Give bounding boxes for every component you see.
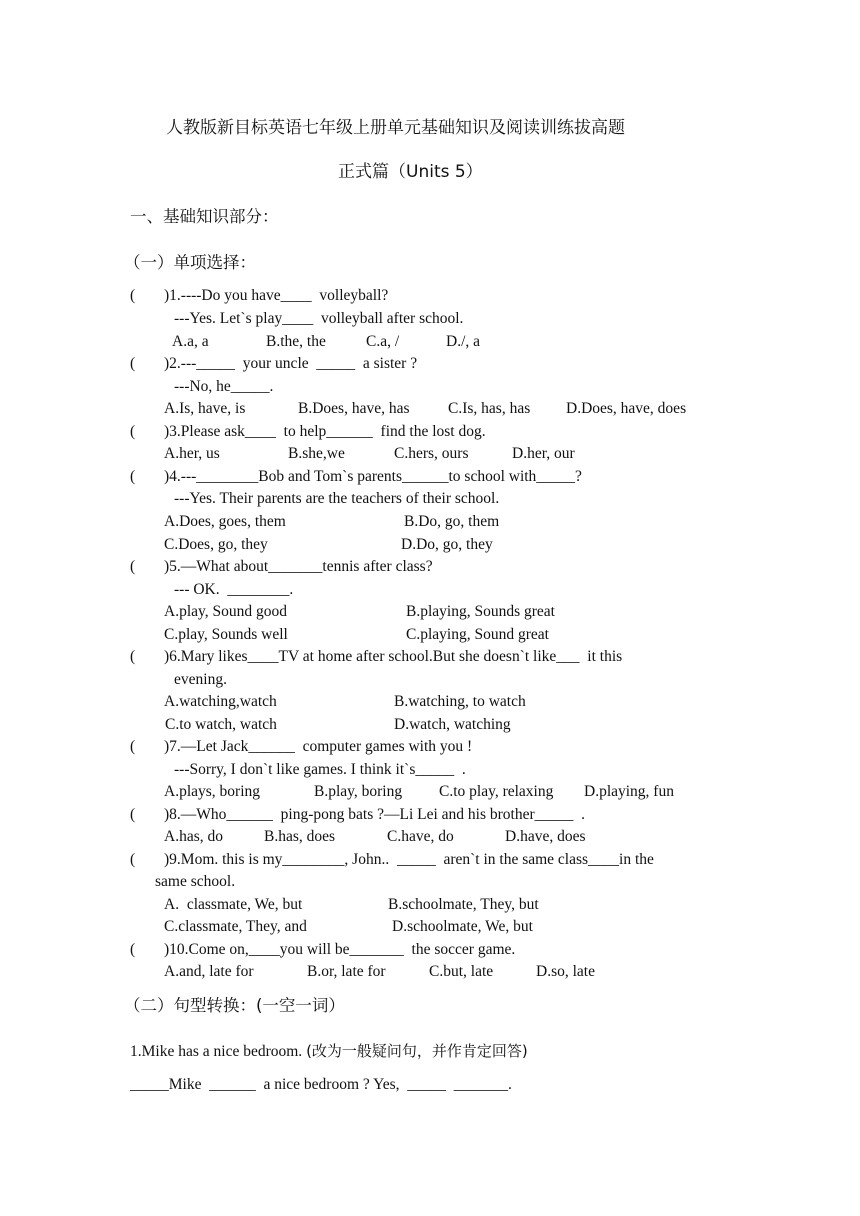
document-title: 人教版新目标英语七年级上册单元基础知识及阅读训练拔高题 xyxy=(166,118,625,138)
question-2-option-d: D.Does, have, does xyxy=(566,400,687,417)
question-1-option-d: D./, a xyxy=(446,333,481,350)
question-5-option-c: C.play, Sounds well xyxy=(164,626,288,643)
question-1-option-a: A.a, a xyxy=(172,333,209,350)
question-8-option-c: C.have, do xyxy=(387,828,454,845)
question-4-cont: ---Yes. Their parents are the teachers of their school. xyxy=(174,490,500,507)
question-5-cont: --- OK. ________. xyxy=(174,581,294,598)
question-10-option-b: B.or, late for xyxy=(307,963,386,980)
transform-1-prompt xyxy=(130,1041,528,1062)
question-7-stem: )7.—Let Jack______ computer games with you ! xyxy=(164,738,473,755)
question-1-stem: )1.----Do you have____ volleyball? xyxy=(164,287,389,304)
question-3-option-b: B.she,we xyxy=(288,445,345,462)
question-5-stem: )5.—What about_______tennis after class? xyxy=(164,558,433,575)
question-paren: ( xyxy=(130,287,136,304)
question-8-option-b: B.has, does xyxy=(264,828,336,845)
question-5-option-b: B.playing, Sounds great xyxy=(406,603,555,620)
question-2-option-a: A.Is, have, is xyxy=(164,400,246,417)
question-10-stem: )10.Come on,____you will be_______ the soccer game. xyxy=(164,941,516,958)
question-6-cont: evening. xyxy=(174,671,227,688)
question-7-option-c: C.to play, relaxing xyxy=(439,783,554,800)
question-10-option-d: D.so, late xyxy=(536,963,595,980)
question-9-option-c: C.classmate, They, and xyxy=(164,918,307,935)
question-8-option-a: A.has, do xyxy=(164,828,223,845)
question-9-option-b: B.schoolmate, They, but xyxy=(388,896,539,913)
question-10-option-a: A.and, late for xyxy=(164,963,254,980)
question-1-cont: ---Yes. Let`s play____ volleyball after school. xyxy=(174,310,464,327)
question-9-stem: )9.Mom. this is my________, John.. _____ aren`t in the same class____in the xyxy=(164,851,654,868)
transform-1-prompt-en: 1.Mike has a nice bedroom. xyxy=(130,1043,307,1060)
section-heading: 一、基础知识部分： xyxy=(130,207,279,226)
question-8-option-d: D.have, does xyxy=(505,828,586,845)
question-3-option-d: D.her, our xyxy=(512,445,575,462)
question-4-option-c: C.Does, go, they xyxy=(164,536,268,553)
question-paren: ( xyxy=(130,468,136,485)
question-9-option-d: D.schoolmate, We, but xyxy=(392,918,533,935)
question-9-cont: same school. xyxy=(155,873,236,890)
question-2-stem: )2.---_____ your uncle _____ a sister ? xyxy=(164,355,418,372)
question-4-option-a: A.Does, goes, them xyxy=(164,513,286,530)
transform-1-answer: _____Mike ______ a nice bedroom ? Yes, _____ _______. xyxy=(130,1076,512,1093)
question-3-stem: )3.Please ask____ to help______ find the lost dog. xyxy=(164,423,486,440)
question-9-option-a: A. classmate, We, but xyxy=(164,896,303,913)
part2-heading: （二）句型转换：(一空一词） xyxy=(124,996,345,1015)
question-3-option-c: C.hers, ours xyxy=(394,445,469,462)
question-7-option-a: A.plays, boring xyxy=(164,783,261,800)
document-subtitle: 正式篇（Units 5） xyxy=(338,162,483,182)
question-paren: ( xyxy=(130,738,136,755)
question-1-option-c: C.a, / xyxy=(366,333,400,350)
question-5-option-a: A.play, Sound good xyxy=(164,603,287,620)
question-6-option-d: D.watch, watching xyxy=(394,716,511,733)
question-6-option-c: C.to watch, watch xyxy=(165,716,277,733)
part1-heading: （一）单项选择： xyxy=(124,253,256,272)
question-3-option-a: A.her, us xyxy=(164,445,220,462)
question-2-cont: ---No, he_____. xyxy=(174,378,274,395)
question-paren: ( xyxy=(130,355,136,372)
question-7-cont: ---Sorry, I don`t like games. I think it`s_____ . xyxy=(174,761,466,778)
transform-1-prompt-cn: (改为一般疑问句，并作肯定回答) xyxy=(306,1042,528,1060)
question-10-option-c: C.but, late xyxy=(429,963,494,980)
question-4-option-d: D.Do, go, they xyxy=(401,536,493,553)
question-2-option-c: C.Is, has, has xyxy=(448,400,531,417)
question-1-option-b: B.the, the xyxy=(266,333,326,350)
question-paren: ( xyxy=(130,648,136,665)
question-2-option-b: B.Does, have, has xyxy=(298,400,410,417)
question-paren: ( xyxy=(130,851,136,868)
question-paren: ( xyxy=(130,558,136,575)
question-6-option-b: B.watching, to watch xyxy=(394,693,526,710)
question-4-stem: )4.---________Bob and Tom`s parents______to school with_____? xyxy=(164,468,582,485)
question-8-stem: )8.—Who______ ping-pong bats ?—Li Lei and his brother_____ . xyxy=(164,806,586,823)
question-paren: ( xyxy=(130,941,136,958)
question-6-option-a: A.watching,watch xyxy=(164,693,277,710)
question-7-option-b: B.play, boring xyxy=(314,783,403,800)
question-paren: ( xyxy=(130,806,136,823)
question-paren: ( xyxy=(130,423,136,440)
question-4-option-b: B.Do, go, them xyxy=(404,513,500,530)
question-5-option-d: C.playing, Sound great xyxy=(406,626,549,643)
question-6-stem: )6.Mary likes____TV at home after school.But she doesn`t like___ it this xyxy=(164,648,623,665)
question-7-option-d: D.playing, fun xyxy=(584,783,674,800)
